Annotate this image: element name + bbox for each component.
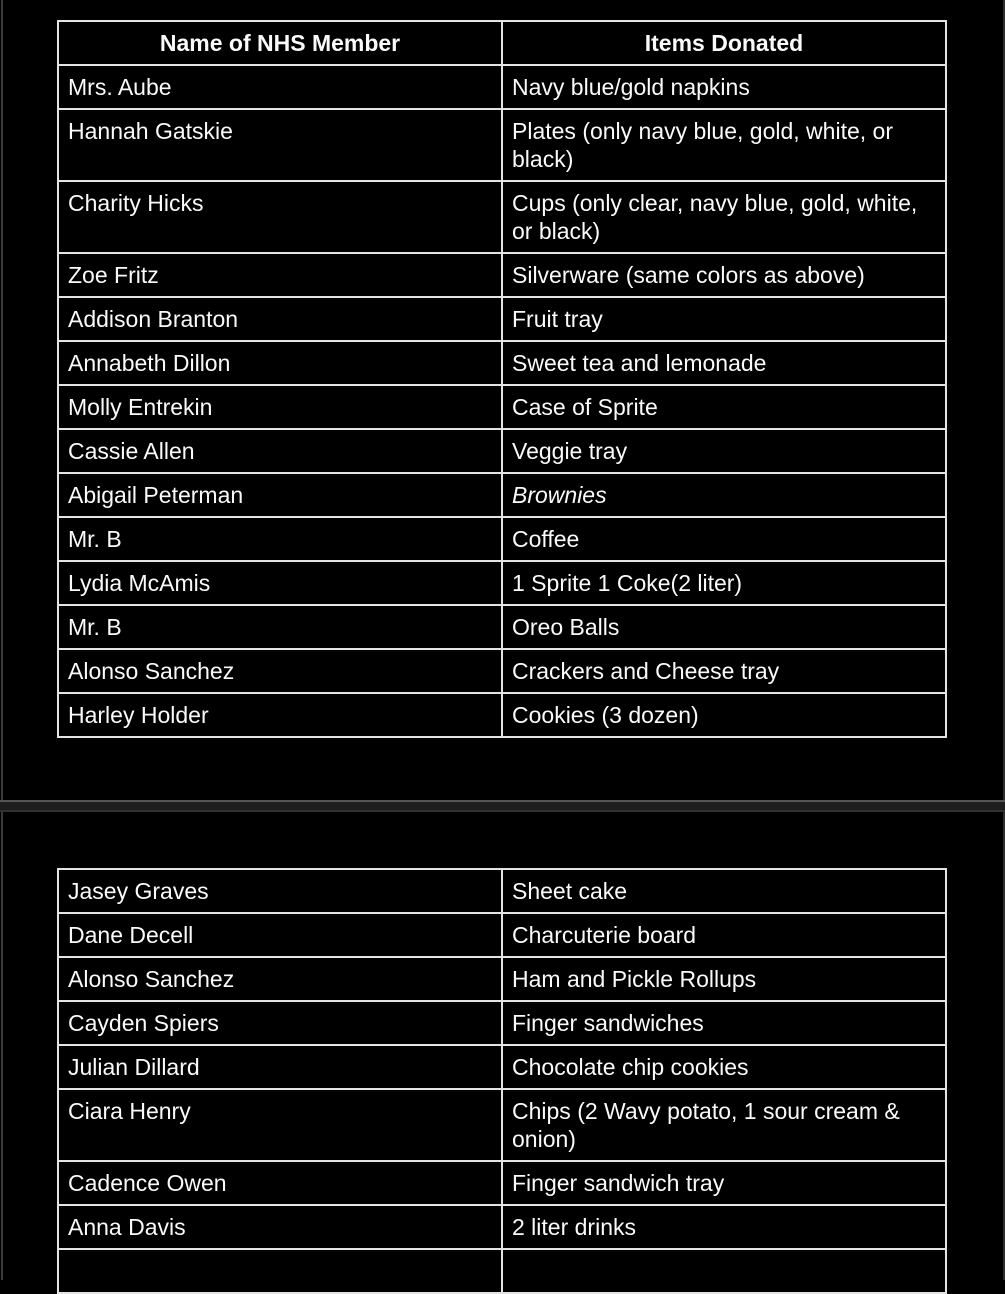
member-name-cell: Cadence Owen bbox=[58, 1161, 502, 1205]
table-row bbox=[58, 605, 946, 649]
table-row bbox=[58, 1161, 946, 1205]
table-row bbox=[58, 913, 946, 957]
member-name-cell: Alonso Sanchez bbox=[58, 957, 502, 1001]
donated-item-cell: 1 Sprite 1 Coke(2 liter) bbox=[502, 561, 946, 605]
table-row bbox=[58, 429, 946, 473]
table-row bbox=[58, 297, 946, 341]
member-name-cell bbox=[58, 1249, 502, 1293]
table-row bbox=[58, 341, 946, 385]
donated-item-cell: Case of Sprite bbox=[502, 385, 946, 429]
member-name-cell: Mr. B bbox=[58, 517, 502, 561]
donated-item-cell: Navy blue/gold napkins bbox=[502, 65, 946, 109]
page-break-separator bbox=[0, 800, 1005, 812]
donated-item-cell: Chips (2 Wavy potato, 1 sour cream & onion) bbox=[502, 1089, 946, 1161]
table-row bbox=[58, 253, 946, 297]
member-name-cell: Cassie Allen bbox=[58, 429, 502, 473]
donated-item-cell: Brownies bbox=[502, 473, 946, 517]
table-row-empty bbox=[58, 1249, 946, 1293]
member-name-cell: Julian Dillard bbox=[58, 1045, 502, 1089]
donated-item-cell: Sweet tea and lemonade bbox=[502, 341, 946, 385]
donated-item-cell: Charcuterie board bbox=[502, 913, 946, 957]
donations-table-page1 bbox=[57, 20, 947, 738]
table-row bbox=[58, 473, 946, 517]
donated-item-cell: Cups (only clear, navy blue, gold, white, or black) bbox=[502, 181, 946, 253]
member-name-cell: Mrs. Aube bbox=[58, 65, 502, 109]
donated-item-cell: Sheet cake bbox=[502, 869, 946, 913]
donated-item-cell: Ham and Pickle Rollups bbox=[502, 957, 946, 1001]
column-header-items: Items Donated bbox=[502, 21, 946, 65]
table-row bbox=[58, 1045, 946, 1089]
member-name-cell: Dane Decell bbox=[58, 913, 502, 957]
member-name-cell: Mr. B bbox=[58, 605, 502, 649]
table-header-row bbox=[58, 21, 946, 65]
donated-item-cell: Chocolate chip cookies bbox=[502, 1045, 946, 1089]
member-name-cell: Annabeth Dillon bbox=[58, 341, 502, 385]
donated-item-cell: Cookies (3 dozen) bbox=[502, 693, 946, 737]
donations-table-page2 bbox=[57, 868, 947, 1294]
member-name-cell: Lydia McAmis bbox=[58, 561, 502, 605]
donated-item-cell: Plates (only navy blue, gold, white, or black) bbox=[502, 109, 946, 181]
member-name-cell: Charity Hicks bbox=[58, 181, 502, 253]
member-name-cell: Jasey Graves bbox=[58, 869, 502, 913]
donated-item-cell: Veggie tray bbox=[502, 429, 946, 473]
member-name-cell: Addison Branton bbox=[58, 297, 502, 341]
donated-item-cell: Crackers and Cheese tray bbox=[502, 649, 946, 693]
member-name-cell: Abigail Peterman bbox=[58, 473, 502, 517]
table-row bbox=[58, 957, 946, 1001]
member-name-cell: Molly Entrekin bbox=[58, 385, 502, 429]
table-row bbox=[58, 649, 946, 693]
donated-item-cell: 2 liter drinks bbox=[502, 1205, 946, 1249]
table-row bbox=[58, 517, 946, 561]
table-row bbox=[58, 1001, 946, 1045]
table-row bbox=[58, 869, 946, 913]
viewport-edge-left bbox=[1, 0, 3, 1280]
donated-item-cell bbox=[502, 1249, 946, 1293]
table-row bbox=[58, 693, 946, 737]
member-name-cell: Anna Davis bbox=[58, 1205, 502, 1249]
table-row bbox=[58, 1089, 946, 1161]
member-name-cell: Ciara Henry bbox=[58, 1089, 502, 1161]
table-row bbox=[58, 1205, 946, 1249]
member-name-cell: Zoe Fritz bbox=[58, 253, 502, 297]
donated-item-cell: Coffee bbox=[502, 517, 946, 561]
table-row bbox=[58, 385, 946, 429]
member-name-cell: Harley Holder bbox=[58, 693, 502, 737]
member-name-cell: Alonso Sanchez bbox=[58, 649, 502, 693]
donated-item-cell: Fruit tray bbox=[502, 297, 946, 341]
donated-item-cell: Finger sandwiches bbox=[502, 1001, 946, 1045]
table-row bbox=[58, 181, 946, 253]
table-row bbox=[58, 561, 946, 605]
member-name-cell: Hannah Gatskie bbox=[58, 109, 502, 181]
table-row bbox=[58, 109, 946, 181]
donated-item-cell: Oreo Balls bbox=[502, 605, 946, 649]
donated-item-cell: Finger sandwich tray bbox=[502, 1161, 946, 1205]
column-header-name: Name of NHS Member bbox=[58, 21, 502, 65]
table-row bbox=[58, 65, 946, 109]
member-name-cell: Cayden Spiers bbox=[58, 1001, 502, 1045]
donated-item-cell: Silverware (same colors as above) bbox=[502, 253, 946, 297]
